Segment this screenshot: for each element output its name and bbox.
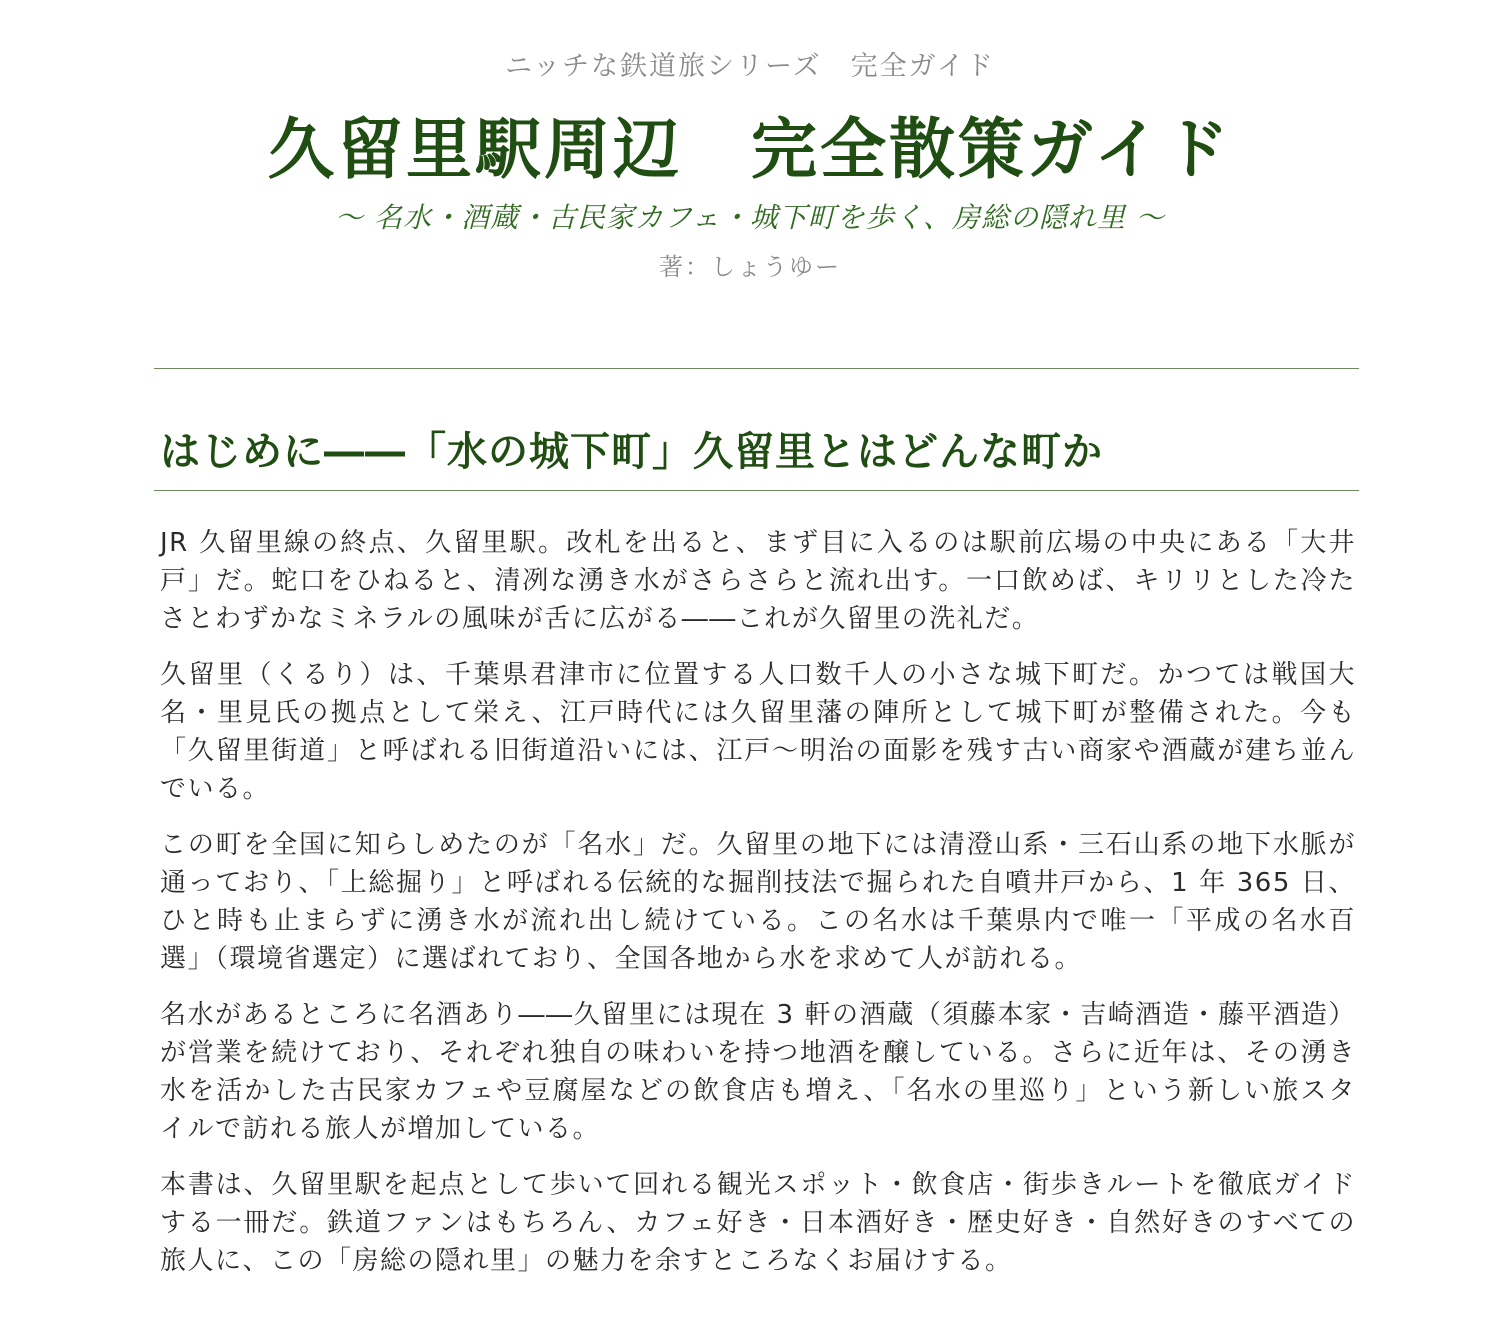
author-line: 著：しょうゆー xyxy=(659,253,841,281)
heading-divider xyxy=(154,490,1359,491)
paragraph: JR 久留里線の終点、久留里駅。改札を出ると、まず目に入るのは駅前広場の中央にある「大井戸」だ。蛇口をひねると、清冽な湧き水がさらさらと流れ出す。一口飲めば、キリリとした冷たさとわずかなミネラルの風味が舌に広がる――これが久留里の洗礼だ。 xyxy=(160,528,1356,634)
paragraph: 久留里（くるり）は、千葉県君津市に位置する人口数千人の小さな城下町だ。かつては戦国大名・里見氏の拠点として栄え、江戸時代には久留里藩の陣所として城下町が整備された。今も「久留里街道」と呼ばれる旧街道沿いには、江戸〜明治の面影を残す古い商家や酒蔵が建ち並んでいる。 xyxy=(160,660,1356,804)
paragraph: 名水があるところに名酒あり――久留里には現在 3 軒の酒蔵（須藤本家・吉崎酒造・藤平酒造）が営業を続けており、それぞれ独自の味わいを持つ地酒を醸している。さらに近年は、その湧き水を活かした古民家カフェや豆腐屋などの飲食店も増え、「名水の里巡り」という新しい旅スタイルで訪れる旅人が増加している。 xyxy=(160,1000,1356,1144)
top-divider xyxy=(154,368,1359,369)
section-heading: はじめに――「水の城下町」久留里とはどんな町か xyxy=(160,429,1103,475)
page-title: 久留里駅周辺 完全散策ガイド xyxy=(267,111,1233,188)
page-subtitle: 〜 名水・酒蔵・古民家カフェ・城下町を歩く、房総の隠れ里 〜 xyxy=(335,201,1165,234)
paragraph: この町を全国に知らしめたのが「名水」だ。久留里の地下には清澄山系・三石山系の地下水脈が通っており、「上総掘り」と呼ばれる伝統的な掘削技法で掘られた自噴井戸から、1 年 365 日、ひと時も止まらずに湧き水が流れ出し続けている。この名水は千葉県内で唯一「平成の名水百選」（環境省選定）に選ばれており、全国各地から水を求めて人が訪れる。 xyxy=(160,830,1356,974)
paragraph: 本書は、久留里駅を起点として歩いて回れる観光スポット・飲食店・街歩きルートを徹底ガイドする一冊だ。鉄道ファンはもちろん、カフェ好き・日本酒好き・歴史好き・自然好きのすべての旅人に、この「房総の隠れ里」の魅力を余すところなくお届けする。 xyxy=(160,1170,1356,1276)
series-label: ニッチな鉄道旅シリーズ 完全ガイド xyxy=(505,51,995,82)
body-text xyxy=(160,524,1356,1298)
